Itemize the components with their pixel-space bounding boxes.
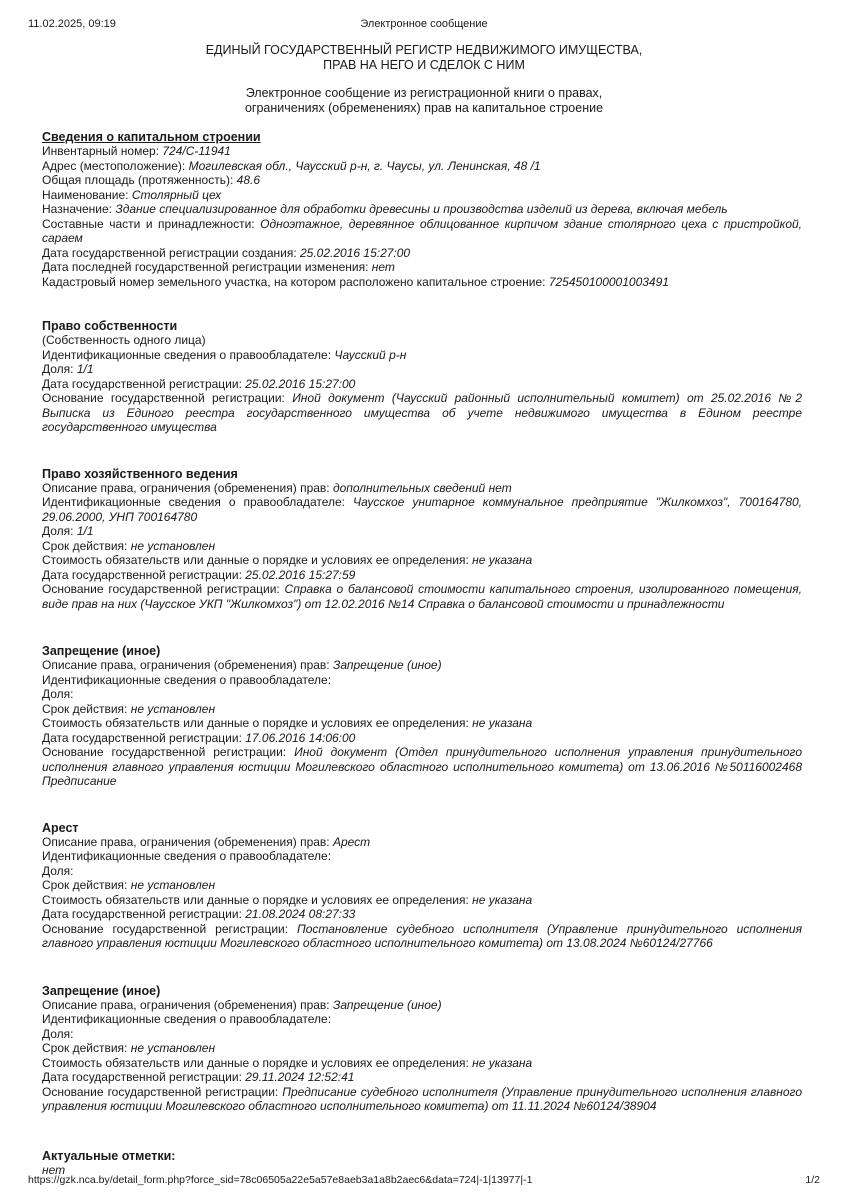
field-value: 1/1 [76, 362, 94, 376]
field-row [42, 716, 802, 731]
field-row [42, 702, 802, 717]
field-label: Основание государственной регистрации: [42, 921, 297, 936]
field-value: Чаусский р-н [334, 347, 407, 362]
field-row [42, 159, 802, 174]
field-row [42, 922, 802, 951]
field-row [42, 745, 802, 789]
field-row [42, 217, 802, 246]
field-label: Составные части и принадлежности: [42, 216, 261, 231]
field-value: Здание специализированное для обработки древесины и производства изделий из дерева, включая мебель [115, 202, 728, 216]
field-value: Чаусское унитарное коммунальное предприятие "Жилкомхоз", 700164780, 29.06.2000, УНП 700164780 [42, 495, 802, 524]
field-row [42, 391, 802, 435]
field-value: Иной документ (Чаусский районный исполнительный комитет) от 25.02.2016 №2 Выписка из Единого реестра государственного имущества об учете недвижимого имущества в Едином реестре государственного имущества [42, 391, 803, 434]
field-value: не установлен [130, 701, 216, 716]
field-value: Справка о балансовой стоимости капитального строения, изолированного помещения, виде прав на них (Чаусское УКП "Жилкомхоз") от 12.02.2016 №14 Справка о балансовой стоимости и принадлежности [42, 582, 803, 611]
document-subtitle [0, 86, 848, 116]
print-footer [28, 1174, 820, 1188]
field-label: Доля: [42, 362, 77, 376]
field-label: Основание государственной регистрации: [42, 1084, 283, 1099]
field-value: не установлен [130, 1041, 216, 1055]
field-label: Дата государственной регистрации: [42, 730, 246, 745]
field-value: не указана [472, 716, 533, 730]
section-heading: Сведения о капитальном строении [42, 130, 261, 144]
field-label: Стоимость обязательств или данные о порядке и условиях ее определения: [42, 716, 473, 730]
field-row [42, 1012, 802, 1027]
section-economic-management [42, 467, 802, 612]
field-label: Основание государственной регистрации: [42, 745, 295, 759]
field-label: Дата последней государственной регистрации изменения: [42, 260, 372, 274]
field-row [42, 687, 802, 702]
field-row [42, 893, 802, 908]
field-row [42, 333, 802, 348]
field-value: Запрещение (иное) [332, 997, 442, 1012]
document-title [0, 43, 848, 73]
field-label: Дата государственной регистрации создания: [42, 245, 300, 260]
field-value: Могилевская обл., Чаусский р-н, г. Чаусы, ул. Ленинская, 48 /1 [188, 158, 541, 173]
field-value: не установлен [130, 538, 216, 553]
field-value: Предписание судебного исполнителя (Управление принудительного исполнения главного управления юстиции Могилевского областного исполнительного комитета) от 11.11.2024 №60124/38904 [42, 1084, 802, 1113]
field-label: Назначение: [42, 202, 116, 216]
field-value: 25.02.2016 15:27:00 [245, 376, 356, 391]
field-row [42, 1056, 802, 1071]
section-heading: Право собственности [42, 319, 178, 333]
field-value: не указана [472, 1055, 533, 1070]
field-row [42, 377, 802, 392]
field-value: 25.02.2016 15:27:00 [300, 245, 411, 260]
field-label: Общая площадь (протяженность): [42, 173, 237, 187]
field-value: Иной документ (Отдел принудительного исполнения управления принудительного исполнения главного управления юстиции Могилевского областного исполнительного комитета) от 13.06.2016 №50116002468 Предписание [42, 745, 803, 788]
field-label: Идентификационные сведения о правообладателе: [42, 347, 335, 362]
page-number: 1/2 [805, 1174, 820, 1186]
field-value: 1/1 [76, 524, 94, 538]
field-label: Доля: [42, 1026, 74, 1041]
section-ownership [42, 319, 802, 435]
field-label: Доля: [42, 687, 74, 701]
field-label: Идентификационные сведения о правообладателе: [42, 1012, 332, 1026]
field-row [42, 878, 802, 893]
field-value: 25.02.2016 15:27:59 [245, 567, 356, 582]
field-value: 725450100001003491 [548, 274, 669, 289]
print-header [28, 18, 820, 34]
field-row [42, 481, 802, 496]
field-row [42, 1070, 802, 1085]
field-row [42, 275, 802, 290]
field-row [42, 553, 802, 568]
field-row [42, 731, 802, 746]
field-label: Стоимость обязательств или данные о порядке и условиях ее определения: [42, 1055, 473, 1070]
field-row [42, 568, 802, 583]
field-value: Арест [332, 834, 371, 849]
field-label: Описание права, ограничения (обременения) прав: [42, 834, 333, 849]
field-label: Дата государственной регистрации: [42, 376, 246, 391]
field-label: Идентификационные сведения о правообладателе: [42, 495, 353, 509]
section-building [42, 130, 802, 289]
field-value: Запрещение (иное) [332, 658, 442, 672]
section-heading: Право хозяйственного ведения [42, 466, 238, 481]
field-value: не указана [472, 892, 533, 907]
field-row [42, 1041, 802, 1056]
field-value: нет [371, 260, 395, 274]
field-row [42, 246, 802, 261]
document-title-line: ПРАВ НА НЕГО И СДЕЛОК С НИМ [323, 58, 525, 72]
field-value: Постановление судебного исполнителя (Управление принудительного исполнения главного управления юстиции Могилевского областного исполнительного комитета) от 13.08.2024 №60124/27766 [42, 921, 803, 950]
field-value: дополнительных сведений нет [332, 480, 512, 495]
field-value: Столярный цех [131, 187, 222, 202]
field-value: 21.08.2024 08:27:33 [245, 907, 356, 921]
section-heading: Запрещение (иное) [42, 983, 161, 998]
field-value: нет [42, 1162, 66, 1177]
field-row [42, 1085, 802, 1114]
document-subtitle-line: ограничениях (обременениях) прав на капитальное строение [244, 101, 604, 115]
document-title-line: ЕДИНЫЙ ГОСУДАРСТВЕННЫЙ РЕГИСТР НЕДВИЖИМОГО ИМУЩЕСТВА, [205, 43, 643, 57]
field-label: Кадастровый номер земельного участка, на котором расположено капитальное строение: [42, 274, 549, 289]
field-row [42, 173, 802, 188]
field-label: Основание государственной регистрации: [42, 582, 285, 596]
field-row [42, 907, 802, 922]
field-label: Стоимость обязательств или данные о порядке и условиях ее определения: [42, 553, 473, 567]
print-title: Электронное сообщение [360, 18, 488, 30]
field-value: 48.6 [236, 173, 261, 187]
field-row [42, 348, 802, 363]
field-label: Описание права, ограничения (обременения) прав: [42, 658, 333, 672]
field-row [42, 673, 802, 688]
print-datetime: 11.02.2025, 09:19 [28, 18, 116, 30]
field-label: Стоимость обязательств или данные о порядке и условиях ее определения: [42, 892, 473, 907]
field-label: (Собственность одного лица) [42, 333, 206, 347]
section-heading: Арест [42, 820, 79, 835]
field-label: Описание права, ограничения (обременения) прав: [42, 997, 333, 1012]
section-heading: Актуальные отметки: [42, 1148, 176, 1163]
field-row [42, 188, 802, 203]
field-row [42, 539, 802, 554]
field-label: Срок действия: [42, 701, 131, 716]
field-value: 17.06.2016 14:06:00 [245, 730, 356, 745]
field-value: Одноэтажное, деревянное облицованное кирпичом здание столярного цеха с пристройкой, сараем [42, 216, 802, 245]
field-row [42, 495, 802, 524]
field-row [42, 864, 802, 879]
field-label: Идентификационные сведения о правообладателе: [42, 849, 332, 863]
section-current-notes [42, 1149, 802, 1178]
section-prohibition [42, 644, 802, 789]
field-row [42, 260, 802, 275]
section-prohibition [42, 984, 802, 1114]
field-label: Срок действия: [42, 878, 131, 892]
field-row [42, 202, 802, 217]
field-label: Дата государственной регистрации: [42, 1070, 246, 1084]
field-label: Описание права, ограничения (обременения) прав: [42, 480, 333, 495]
field-label: Дата государственной регистрации: [42, 567, 246, 582]
field-label: Срок действия: [42, 1041, 131, 1055]
document-subtitle-line: Электронное сообщение из регистрационной книги о правах, [245, 86, 603, 100]
field-row [42, 658, 802, 673]
field-row [42, 1027, 802, 1042]
field-label: Доля: [42, 524, 77, 538]
field-label: Дата государственной регистрации: [42, 907, 246, 921]
section-arrest [42, 821, 802, 951]
section-heading: Запрещение (иное) [42, 644, 161, 658]
field-label: Адрес (местоположение): [42, 158, 189, 173]
field-label: Наименование: [42, 187, 132, 202]
field-row [42, 362, 802, 377]
field-row [42, 849, 802, 864]
field-row [42, 144, 802, 159]
field-label: Доля: [42, 863, 74, 878]
field-value: не установлен [130, 878, 216, 892]
field-row [42, 582, 802, 611]
field-row [42, 998, 802, 1013]
document-body [42, 130, 802, 1177]
field-value: не указана [472, 553, 533, 567]
field-value: 29.11.2024 12:52:41 [245, 1070, 355, 1084]
field-row [42, 835, 802, 850]
field-label: Инвентарный номер: [42, 144, 163, 158]
field-value: 724/C-11941 [162, 144, 231, 158]
field-label: Срок действия: [42, 538, 131, 553]
field-row [42, 524, 802, 539]
field-label: Идентификационные сведения о правообладателе: [42, 672, 332, 687]
field-label: Основание государственной регистрации: [42, 391, 293, 405]
page-url: https://gzk.nca.by/detail_form.php?force_sid=78c06505a22e5a57e8aeb3a1a8b2aec6&data=724|-1|13977|-1 [28, 1174, 533, 1186]
